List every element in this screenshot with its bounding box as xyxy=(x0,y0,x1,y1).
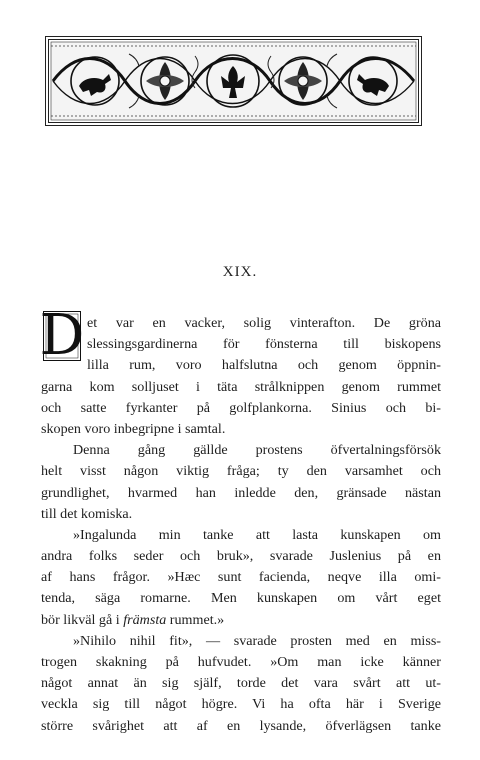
text-line: helt visst någon viktig fråga; ty den varsamhet och xyxy=(41,463,441,480)
paragraph-4 xyxy=(41,631,441,737)
text-line: et var en vacker, solig vinterafton. De gröna xyxy=(87,315,441,331)
paragraph-1 xyxy=(41,313,441,440)
paragraph-2 xyxy=(41,440,441,525)
text-segment: bör likväl gå i xyxy=(41,611,124,628)
text-line: skopen voro inbegripne i samtal. xyxy=(41,420,226,437)
ornamental-header-band xyxy=(45,36,422,126)
text-line: »Nihilo nihil fit», — svarade prosten med en miss- xyxy=(73,632,441,649)
text-segment: rummet.» xyxy=(166,611,225,628)
text-line: af hans frågor. »Hæc sunt facienda, neqve illa omi- xyxy=(41,569,441,586)
text-line: och satte fyrkanter på golfplankorna. Sinius och bi- xyxy=(41,399,441,416)
text-line: större svårighet att af en lysande, öfverlägsen tanke xyxy=(41,717,441,734)
text-line: »Ingalunda min tanke att lasta kunskapen om xyxy=(73,526,441,543)
text-line: slessingsgardinerna för fönsterna till biskopens xyxy=(87,336,441,353)
text-line: trogen skakning på hufvudet. »Om man icke känner xyxy=(41,654,441,670)
chapter-heading: XIX. xyxy=(222,264,258,280)
text-line: grundlighet, hvarmed han inledde den, gränsade nästan xyxy=(41,484,441,501)
italic-word: främsta xyxy=(123,611,167,628)
text-line: tenda, säga romarne. Men kunskapen om vårt eget xyxy=(41,590,441,607)
text-line: något annat än sig själf, torde det vara svårt att ut- xyxy=(41,675,441,692)
paragraph-3 xyxy=(41,525,441,631)
text-line xyxy=(41,610,441,631)
text-line: Denna gång gällde prostens öfvertalningsförsök xyxy=(73,442,441,459)
drop-cap-letter: D xyxy=(39,303,85,368)
body-text xyxy=(41,313,441,737)
text-line: lilla rum, voro halfslutna och genom öppnin- xyxy=(87,357,441,374)
text-line: veckla sig till något högre. Vi ha ofta här i Sverige xyxy=(41,696,441,713)
text-line: garna kom solljuset i täta strålknippen genom rummet xyxy=(41,378,441,395)
text-line: till det komiska. xyxy=(41,505,133,522)
text-line: andra folks seder och bruk», svarade Juslenius på en xyxy=(41,548,441,565)
